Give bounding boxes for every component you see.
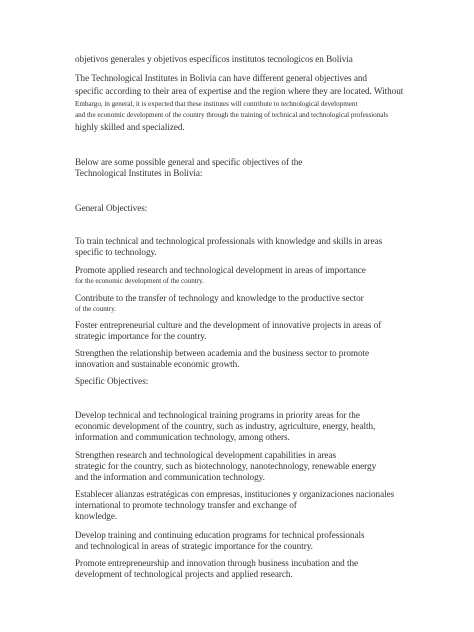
general-objectives-heading: General Objectives:: [75, 203, 148, 213]
specific-objective-4-line-1: Develop training and continuing education programs for technical professionals: [75, 530, 365, 540]
specific-objective-3-line-1: Establecer alianzas estratégicas con empresas, instituciones y organizaciones nacionales: [75, 489, 395, 499]
intro-line-4: and the economic development of the country through the training of technical and technological professionals: [75, 111, 389, 119]
specific-objective-1-line-2: economic development of the country, such as industry, agriculture, energy, health,: [75, 421, 376, 431]
general-objective-5-line-1: Strengthen the relationship between academia and the business sector to promote: [75, 348, 370, 358]
lead-line-2: Technological Institutes in Bolivia:: [75, 168, 203, 178]
specific-objective-2-line-2: strategic for the country, such as biotechnology, nanotechnology, renewable energy: [75, 461, 377, 471]
specific-objective-2-line-3: and the information and communication technology.: [75, 472, 265, 482]
general-objective-2-line-2: for the economic development of the country.: [75, 277, 204, 285]
general-objective-4-line-2: strategic importance for the country.: [75, 331, 207, 341]
specific-objectives-heading: Specific Objectives:: [75, 376, 149, 386]
specific-objective-4-line-2: and technological in areas of strategic importance for the country.: [75, 541, 313, 551]
general-objective-1-line-1: To train technical and technological professionals with knowledge and skills in areas: [75, 236, 383, 246]
lead-line-1: Below are some possible general and specific objectives of the: [75, 157, 303, 167]
general-objective-5-line-2: innovation and sustainable economic growth.: [75, 359, 240, 369]
specific-objective-1-line-3: information and communication technology, among others.: [75, 432, 290, 442]
specific-objective-2-line-1: Strengthen research and technological development capabilities in areas: [75, 450, 336, 460]
specific-objective-1-line-1: Develop technical and technological training programs in priority areas for the: [75, 410, 360, 420]
intro-line-1: The Technological Institutes in Bolivia can have different general objectives and: [75, 73, 367, 83]
general-objective-3-line-1: Contribute to the transfer of technology and knowledge to the productive sector: [75, 293, 364, 303]
general-objective-1-line-2: specific to technology.: [75, 247, 157, 257]
general-objective-3-line-2: of the country.: [75, 305, 116, 313]
intro-line-5: highly skilled and specialized.: [75, 122, 185, 132]
general-objective-2-line-1: Promote applied research and technological development in areas of importance: [75, 265, 366, 275]
intro-line-3: Embargo, in general, it is expected that these institutes will contribute to technological development: [75, 100, 358, 108]
specific-objective-5-line-1: Promote entrepreneurship and innovation through business incubation and the: [75, 558, 359, 568]
general-objective-4-line-1: Foster entrepreneurial culture and the development of innovative projects in areas of: [75, 320, 382, 330]
intro-line-2: specific according to their area of expertise and the region where they are located. Without: [75, 86, 404, 96]
specific-objective-3-line-3: knowledge.: [75, 511, 118, 521]
specific-objective-3-line-2: international to promote technology transfer and exchange of: [75, 500, 297, 510]
document-title: objetivos generales y objetivos específicos institutos tecnologicos en Bolivia: [75, 54, 353, 64]
specific-objective-5-line-2: development of technological projects and applied research.: [75, 569, 293, 579]
